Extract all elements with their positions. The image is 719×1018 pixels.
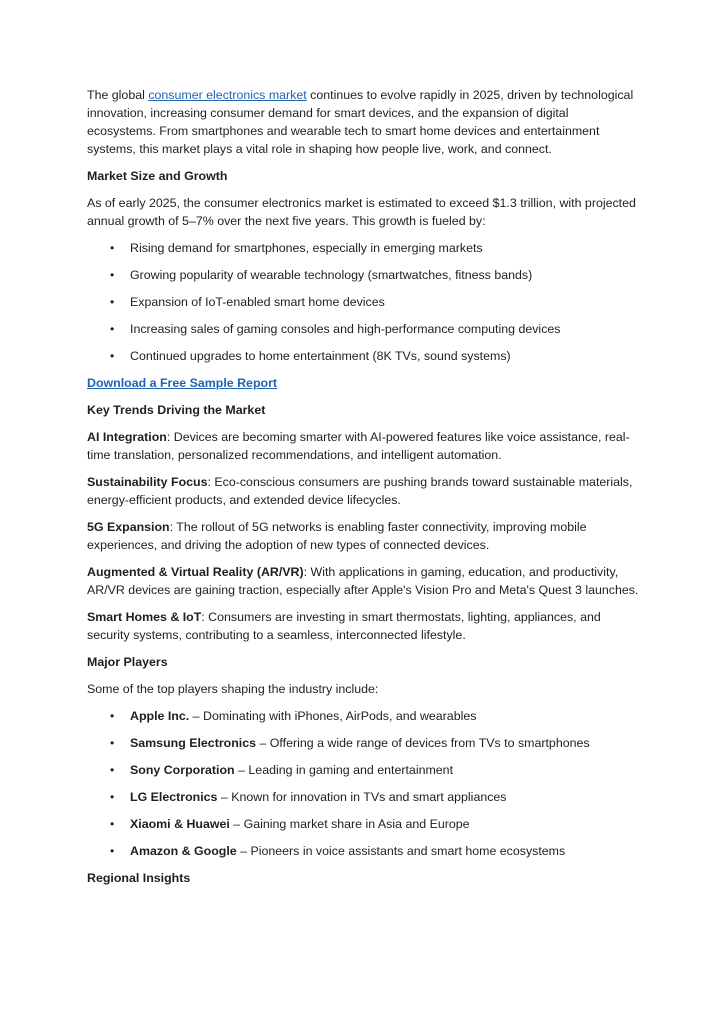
bullet-icon: • <box>110 268 115 282</box>
list-item <box>87 239 639 257</box>
trend-text: : Eco-conscious consumers are pushing brands toward sustainable materials, energy-efficient products, and extended device lifecycles. <box>87 475 633 507</box>
trend-paragraph <box>87 518 639 554</box>
list-item-text: Expansion of IoT-enabled smart home devices <box>130 295 385 309</box>
intro-paragraph <box>87 86 639 158</box>
download-sample-report-link[interactable]: Download a Free Sample Report <box>87 376 278 390</box>
list-item <box>87 734 639 752</box>
trend-text: : The rollout of 5G networks is enabling faster connectivity, improving mobile experiences, and driving the adoption of new types of connected devices. <box>87 520 587 552</box>
trend-paragraph <box>87 473 639 509</box>
trend-title: Smart Homes & IoT <box>87 610 202 624</box>
list-item <box>87 347 639 365</box>
trend-title: Augmented & Virtual Reality (AR/VR) <box>87 565 304 579</box>
player-description: – Pioneers in voice assistants and smart home ecosystems <box>236 844 566 858</box>
intro-prefix: The global <box>87 88 149 102</box>
consumer-electronics-market-link[interactable]: consumer electronics market <box>148 88 307 102</box>
list-item <box>87 320 639 338</box>
trend-title: AI Integration <box>87 430 167 444</box>
trend-text: : Devices are becoming smarter with AI-powered features like voice assistance, real-time translation, personalized recommendations, and intelligent automation. <box>87 430 630 462</box>
bullet-icon: • <box>110 844 115 858</box>
list-item-text: Rising demand for smartphones, especially in emerging markets <box>130 241 483 255</box>
trend-title: Sustainability Focus <box>87 475 208 489</box>
growth-drivers-list <box>87 239 639 365</box>
bullet-icon: • <box>110 736 115 750</box>
player-name: Amazon & Google <box>130 844 237 858</box>
list-item-text: Growing popularity of wearable technology (smartwatches, fitness bands) <box>130 268 533 282</box>
trend-paragraph <box>87 608 639 644</box>
bullet-icon: • <box>110 349 115 363</box>
market-size-heading: Market Size and Growth <box>87 169 228 183</box>
bullet-icon: • <box>110 241 115 255</box>
trend-text: : With applications in gaming, education, and productivity, AR/VR devices are gaining traction, especially after Apple's Vision Pro and Meta's Quest 3 launches. <box>87 565 639 597</box>
list-item-text: Continued upgrades to home entertainment (8K TVs, sound systems) <box>130 349 511 363</box>
bullet-icon: • <box>110 322 115 336</box>
list-item <box>87 266 639 284</box>
list-item <box>87 815 639 833</box>
list-item <box>87 842 639 860</box>
market-size-paragraph: As of early 2025, the consumer electronics market is estimated to exceed $1.3 trillion, with projected annual growth of 5–7% over the next five years. This growth is fueled by: <box>87 196 636 228</box>
list-item-text: Increasing sales of gaming consoles and high-performance computing devices <box>130 322 561 336</box>
major-players-intro: Some of the top players shaping the industry include: <box>87 682 379 696</box>
regional-insights-heading: Regional Insights <box>87 871 191 885</box>
intro-suffix: continues to evolve rapidly in 2025, driven by technological innovation, increasing consumer demand for smart devices, and the expansion of digital ecosystems. From smartphones and wearable tech to smart home devices and entertainment systems, this market plays a vital role in shaping how people live, work, and connect. <box>87 88 634 156</box>
player-description: – Dominating with iPhones, AirPods, and wearables <box>189 709 477 723</box>
player-name: Apple Inc. <box>130 709 190 723</box>
trend-text: : Consumers are investing in smart thermostats, lighting, appliances, and security systems, contributing to a seamless, interconnected lifestyle. <box>87 610 601 642</box>
major-players-heading: Major Players <box>87 655 168 669</box>
player-description: – Gaining market share in Asia and Europe <box>229 817 470 831</box>
list-item <box>87 707 639 725</box>
list-item <box>87 788 639 806</box>
bullet-icon: • <box>110 817 115 831</box>
major-players-list <box>87 707 639 860</box>
trend-paragraph <box>87 563 639 599</box>
bullet-icon: • <box>110 295 115 309</box>
bullet-icon: • <box>110 763 115 777</box>
trend-title: 5G Expansion <box>87 520 170 534</box>
player-name: LG Electronics <box>130 790 218 804</box>
player-description: – Known for innovation in TVs and smart appliances <box>217 790 507 804</box>
list-item <box>87 761 639 779</box>
player-name: Samsung Electronics <box>130 736 257 750</box>
download-paragraph <box>87 374 639 392</box>
player-name: Sony Corporation <box>130 763 235 777</box>
bullet-icon: • <box>110 709 115 723</box>
trends-heading: Key Trends Driving the Market <box>87 403 266 417</box>
trend-paragraph <box>87 428 639 464</box>
player-name: Xiaomi & Huawei <box>130 817 230 831</box>
player-description: – Leading in gaming and entertainment <box>234 763 454 777</box>
list-item <box>87 293 639 311</box>
player-description: – Offering a wide range of devices from TVs to smartphones <box>256 736 590 750</box>
bullet-icon: • <box>110 790 115 804</box>
